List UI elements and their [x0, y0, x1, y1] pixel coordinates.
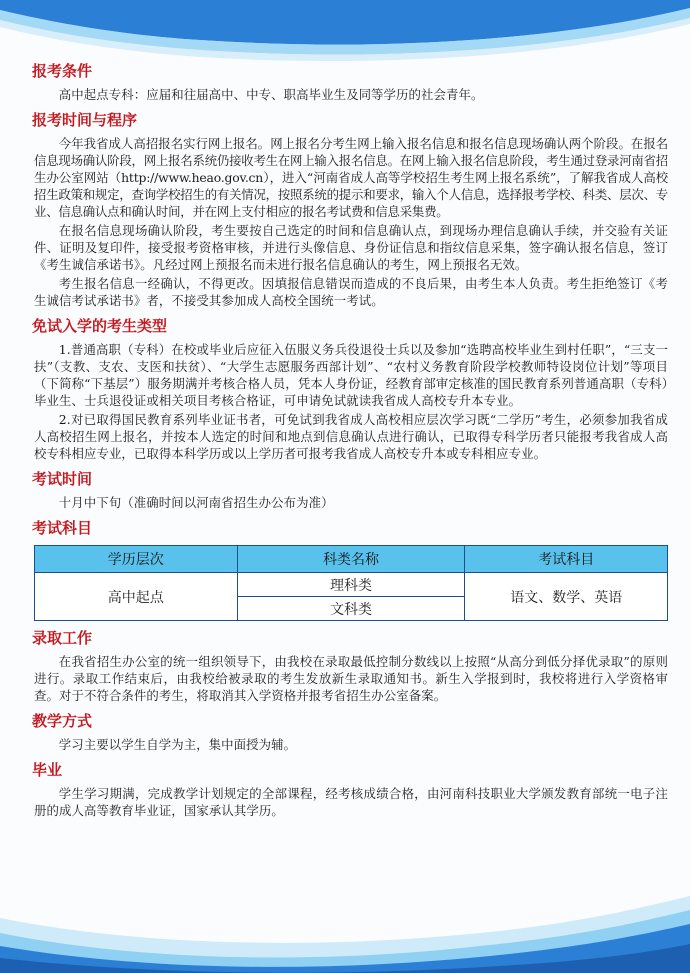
- paragraph: 考生报名信息一经确认，不得更改。因填报信息错误而造成的不良后果，由考生本人负责。考生拒绝签订《考生诚信考试承诺书》者，不接受其参加成人高校全国统一考试。: [34, 276, 668, 308]
- section-admission: [34, 627, 668, 704]
- heading-admission: 录取工作: [32, 629, 93, 647]
- table-cell-category: 理科类: [237, 573, 465, 597]
- table-row: [35, 573, 668, 597]
- subjects-table: [34, 545, 668, 621]
- table-header-row: [35, 546, 668, 573]
- paragraph: 在报名信息现场确认阶段，考生要按自己选定的时间和信息确认点，到现场办理信息确认手续，并交验有关证件、证明及复印件，接受报考资格审核，并进行头像信息、身份证信息和指纹信息采集，签字确认报名信息，签订《考生诚信承诺书》。凡经过网上预报名而未进行报名信息确认的考生，网上预报名无效。: [34, 223, 668, 272]
- heading-exam-time: 考试时间: [32, 470, 93, 488]
- table-header-cell: 科类名称: [237, 546, 465, 573]
- section-time-procedure: [34, 109, 668, 309]
- paragraph: 今年我省成人高招报名实行网上报名。网上报名分考生网上输入报名信息和报名信息现场确认两个阶段。在报名信息现场确认阶段，网上报名系统仍接收考生在网上输入报名信息。在网上输入报名信息阶段，考生通过登录河南省招生办公室网站（http://www.heao.gov.cn），进入“河南省成人高等学校招生考生网上报名系统”，了解我省成人高校招生政策和规定，查询学校招生的有关情况，按照系统的提示和要求，输入个人信息，选择报考学校、科类、层次、专业、信息确认点和确认时间，并在网上支付相应的报名考试费和信息采集费。: [34, 136, 668, 219]
- heading-teaching: 教学方式: [32, 712, 93, 730]
- paragraph: 高中起点专科：应届和往届高中、中专、职高毕业生及同等学历的社会青年。: [58, 87, 484, 102]
- section-teaching: [34, 710, 668, 753]
- paragraph: 2.对已取得国民教育系列毕业证书者，可免试到我省成人高校相应层次学习既“二学历”考生，必须参加我省成人高校招生网上报名，并按本人选定的时间和地点到信息确认点进行确认，已取得专科学历者只能报考我省成人高校专科相应专业，已取得本科学历或以上学历者可报考我省成人高校专升本或专科相应专业。: [34, 412, 668, 461]
- paragraph: 学习主要以学生自学为主，集中面授为辅。: [58, 737, 297, 752]
- table-header-cell: 考试科目: [465, 546, 668, 573]
- paragraph: 学生学习期满，完成教学计划规定的全部课程，经考核成绩合格，由河南科技职业大学颁发教育部统一电子注册的成人高等教育毕业证，国家承认其学历。: [34, 786, 668, 818]
- table-cell-subjects: 语文、数学、英语: [465, 573, 668, 621]
- section-conditions: [34, 60, 668, 103]
- paragraph: 1.普通高职（专科）在校或毕业后应征入伍服义务兵役退役士兵以及参加“选聘高校毕业生到村任职”，“三支一扶”（支教、支农、支医和扶贫）、“大学生志愿服务西部计划”、“农村义务教育阶段学校教师特设岗位计划”等项目（下简称“下基层”）服务期满并考核合格人员，凭本人身份证，经教育部审定核准的国民教育系列普通高职（专科）毕业生、士兵退役证或相关项目考核合格证，可申请免试就读我省成人高校专升本专业。: [34, 342, 668, 408]
- bottom-wave-decoration: [0, 878, 690, 973]
- heading-exempt: 免试入学的考生类型: [32, 317, 168, 335]
- section-exempt: [34, 315, 668, 462]
- document-page: [34, 60, 668, 825]
- paragraph: 在我省招生办公室的统一组织领导下，由我校在录取最低控制分数线以上按照“从高分到低分择优录取”的原则进行。录取工作结束后，由我校给被录取的考生发放新生录取通知书。新生入学报到时，我校将进行入学资格审查。对于不符合条件的考生，将取消其入学资格并报考省招生办公室备案。: [34, 654, 668, 703]
- table-cell-level: 高中起点: [35, 573, 238, 621]
- heading-time-procedure: 报考时间与程序: [32, 111, 138, 129]
- table-cell-category: 文科类: [237, 597, 465, 621]
- heading-exam-subjects: 考试科目: [32, 519, 93, 537]
- heading-graduation: 毕业: [32, 761, 63, 779]
- section-graduation: [34, 759, 668, 819]
- paragraph: 十月中下旬（准确时间以河南省招生办公布为准）: [58, 495, 334, 510]
- heading-conditions: 报考条件: [32, 62, 93, 80]
- table-header-cell: 学历层次: [35, 546, 238, 573]
- section-exam-time: [34, 468, 668, 511]
- section-exam-subjects: [34, 517, 668, 621]
